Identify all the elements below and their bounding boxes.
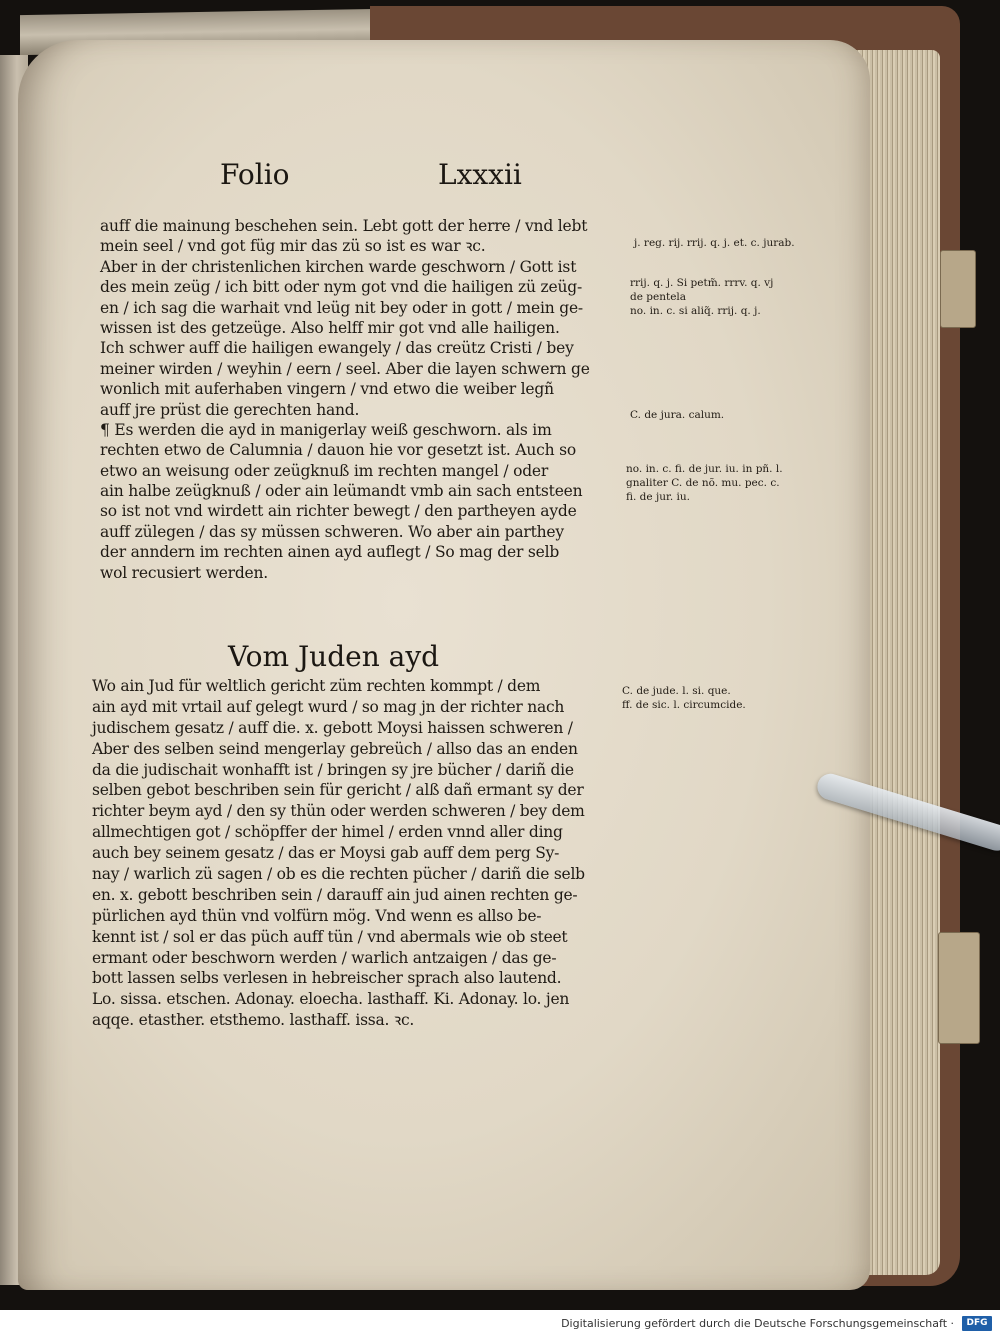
header-folio-label: Folio [220,158,290,191]
text-line: meiner wirden / weyhin / eern / seel. Aber die layen schwern ge [100,359,590,378]
text-line: judischem gesatz / auff die. x. gebott Moysi haissen schweren / [92,718,573,737]
text-line: auff die mainung beschehen sein. Lebt gott der herre / vnd lebt [100,217,588,235]
note-line: no. in. c. si aliq̃. rrij. q. j. [630,305,761,317]
note-line: de pentela [630,291,687,303]
text-line: auff jre prüst die gerechten hand. [100,400,360,419]
note-line: gnaliter C. de nõ. mu. pec. c. [626,477,780,489]
text-line: en / ich sag die warhait vnd leüg nit bey oder in gott / mein ge- [100,298,583,317]
margin-note [630,408,724,422]
text-line: Wo ain Jud für weltlich gericht züm rechten kommpt / dem [92,677,541,695]
text-block-jewish-oath [92,676,608,1031]
page-tab-lower [938,932,980,1044]
text-line: bott lassen selbs verlesen in hebreischer sprach also lautend. [92,969,562,988]
note-line: no. in. c. fi. de jur. iu. in pñ. l. [626,463,783,475]
text-line: auch bey seinem gesatz / das er Moysi gab auff dem perg Sy- [92,844,560,863]
text-line: aqqe. etasther. etsthemo. lasthaff. issa. ꝛc. [92,1011,415,1030]
text-line: wissen ist des getzeüge. Also helff mir got vnd alle hailigen. [100,318,560,337]
text-line: Lo. sissa. etschen. Adonay. eloecha. lasthaff. Ki. Adonay. lo. jen [92,990,570,1009]
footer-bar [0,1310,1000,1338]
text-line: en. x. gebott beschriben sein / darauff ain jud ainen rechten ge- [92,885,578,904]
text-line: selben gebot beschriben sein für gericht / alß dañ ermant sy der [92,781,584,800]
text-line: Aber in der christenlichen kirchen warde geschworn / Gott ist [100,257,577,276]
section-heading: Vom Juden ayd [228,640,440,673]
text-line: mein seel / vnd got füg mir das zü so ist es war ꝛc. [100,237,486,256]
text-line: Ich schwer auff die hailigen ewangely / das creütz Cristi / bey [100,339,574,358]
margin-note [630,276,773,318]
text-line: wonlich mit auferhaben vingern / vnd etwo die weiber legñ [100,380,554,399]
note-line: fi. de jur. iu. [626,491,690,503]
note-line: C. de jude. l. si. que. [622,685,731,697]
text-line: ermant oder beschworn werden / warlich antzaigen / das ge- [92,948,557,967]
text-line: des mein zeüg / ich bitt oder nym got vnd die hailigen zü zeüg- [100,278,583,297]
dfg-logo-icon: DFG [962,1316,992,1331]
text-line: so ist not vnd wirdett ain richter bewegt / den partheyen ayde [100,502,577,521]
margin-note [626,462,783,504]
running-header [220,158,540,198]
note-line: rrij. q. j. Si petm̃. rrrv. q. vj [630,277,774,289]
text-line: kennt ist / sol er das püch auff tün / vnd abermals wie ob steet [92,927,568,946]
text-line: der anndern im rechten ainen ayd auflegt / So mag der selb [100,543,560,562]
text-line: pürlichen ayd thün vnd volfürn mög. Vnd wenn es allso be- [92,906,542,925]
funding-credit: Digitalisierung gefördert durch die Deutsche Forschungsgemeinschaft · [561,1317,954,1330]
text-line: da die judischait wonhafft ist / bringen sy jre bücher / dariñ die [92,760,574,779]
text-line: ain ayd mit vrtail auf gelegt wurd / so mag jn der richter nach [92,697,565,716]
text-line: Aber des selben seind mengerlay gebreüch / allso das an enden [92,739,578,758]
note-line: C. de jura. calum. [630,409,725,421]
text-line: rechten etwo de Calumnia / dauon hie vor gesetzt ist. Auch so [100,441,576,460]
text-block-oath [100,216,606,583]
margin-note [622,684,746,712]
text-line: ¶ Es werden die ayd in manigerlay weiß geschworn. als im [100,420,552,439]
note-line: j. reg. rij. rrij. q. j. et. c. jurab. [634,237,795,249]
text-line: etwo an weisung oder zeügknuß im rechten mangel / oder [100,461,549,480]
text-line: auff zülegen / das sy müssen schweren. Wo aber ain parthey [100,522,564,541]
text-line: ain halbe zeügknuß / oder ain leümandt vmb ain sach entsteen [100,482,583,501]
text-line: wol recusiert werden. [100,563,269,582]
note-line: ff. de sic. l. circumcide. [622,699,746,711]
text-line: allmechtigen got / schöpffer der himel / erden vnnd aller ding [92,823,563,842]
text-line: richter beym ayd / den sy thün oder werden schweren / bey dem [92,802,585,821]
margin-note [634,236,795,250]
text-line: nay / warlich zü sagen / ob es die rechten pücher / dariñ die selb [92,865,585,884]
header-leaf-number: Lxxxii [438,158,522,191]
page-tab-upper [940,250,976,328]
